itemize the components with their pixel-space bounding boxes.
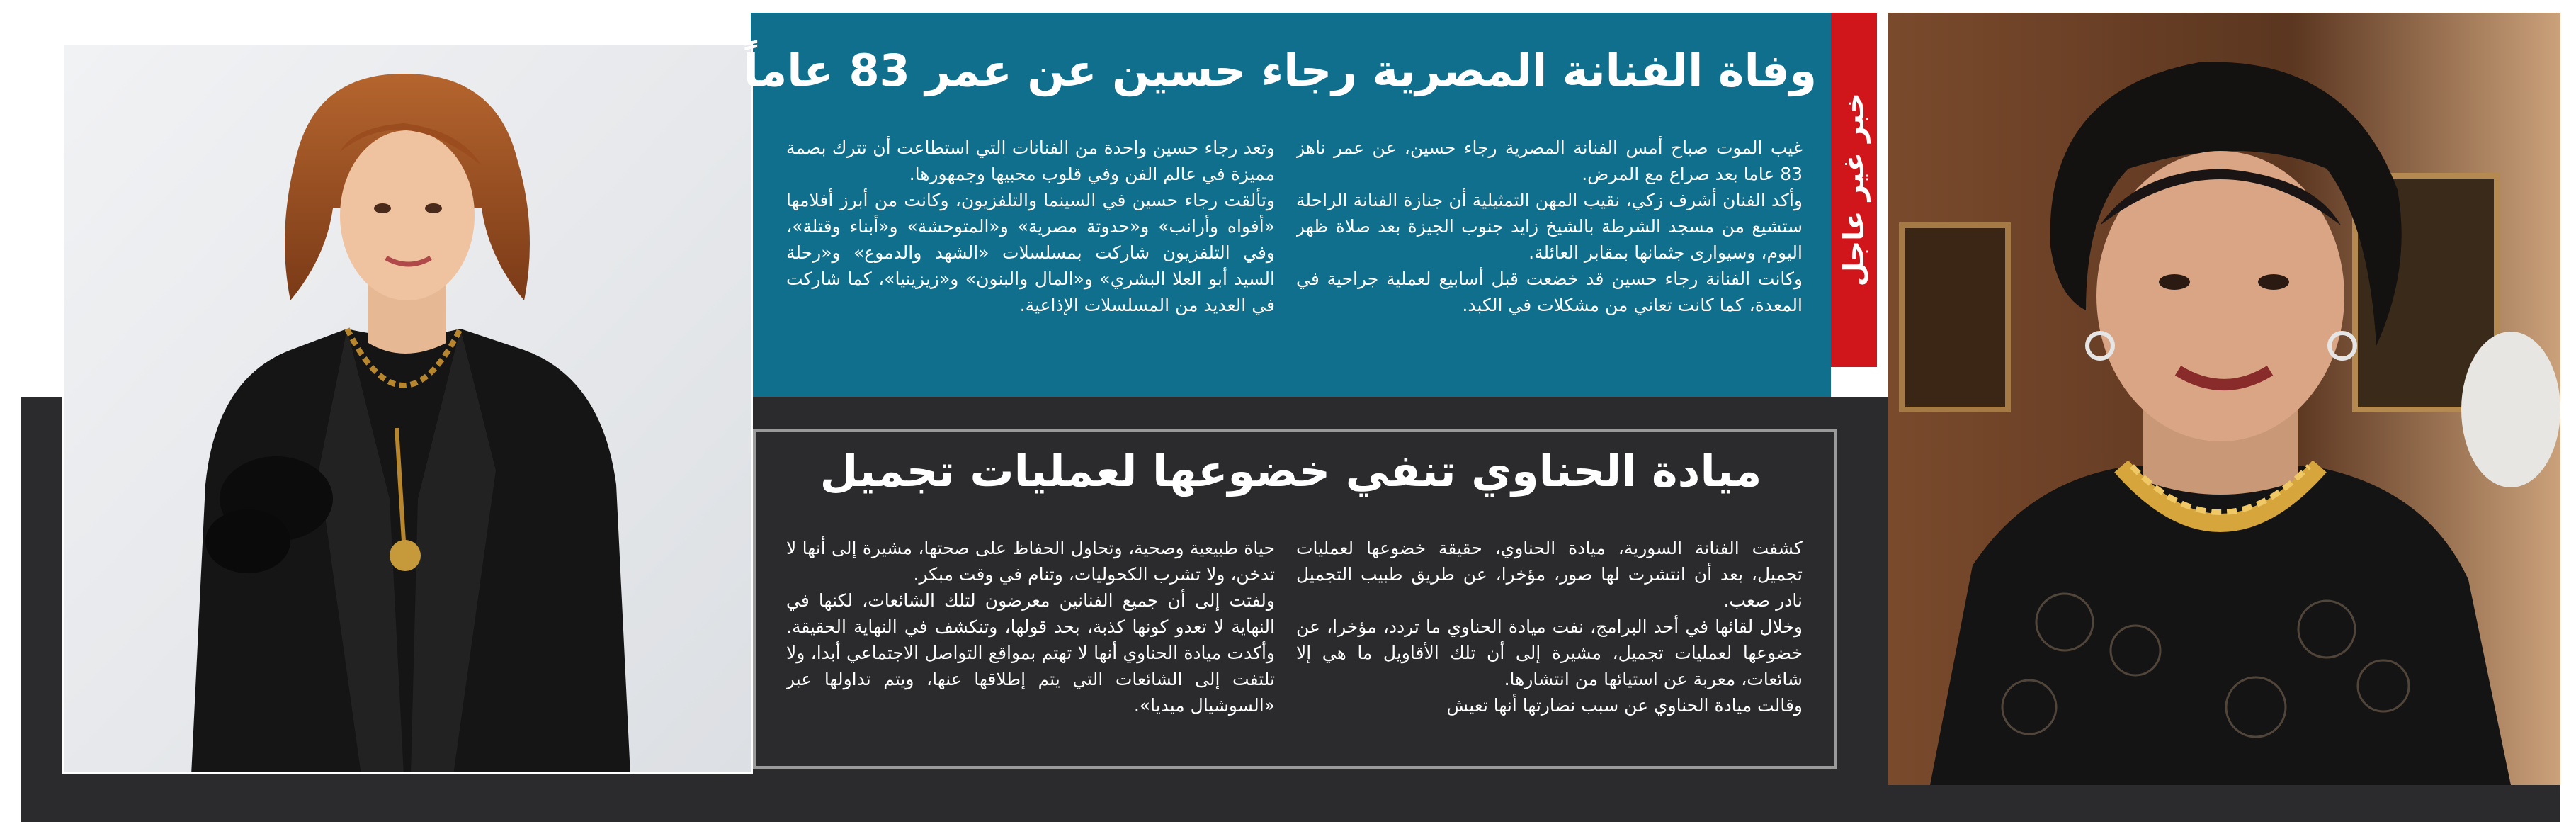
story2-column-right xyxy=(1296,535,1803,769)
bottom-rule xyxy=(21,815,2560,822)
story2-column-left xyxy=(786,535,1275,769)
story2-paragraph: وقالت ميادة الحناوي عن سبب نضارتها أنها تعيش xyxy=(1446,695,1803,716)
story2-paragraph: حياة طبيعية وصحية، وتحاول الحفاظ على صحتها، مشيرة إلى أنها لا تدخن، ولا تشرب الكحوليات، وتنام في وقت مبكر. xyxy=(786,538,1275,585)
story1-column-right xyxy=(1296,135,1803,376)
story2-paragraph: وخلال لقائها في أحد البرامج، نفت ميادة الحناوي ما تردد، مؤخرا، عن خضوعها لعمليات تجميل، مشيرة إلى أن تلك الأقاويل ما هي إلا شائعات، معربة عن استيائها من انتشارها. xyxy=(1296,616,1803,689)
news-tag-label: خبر غير عاجل xyxy=(1837,93,1871,287)
story2-paragraph: ولفتت إلى أن جميع الفنانين معرضون لتلك الشائعات، لكنها في النهاية لا تعدو كونها كذبة، بحد قولها، وتنكشف في النهاية الحقيقة. وأكدت ميادة الحناوي أنها لا تهتم بمواقع التواصل الاجتماعي أبدا، ولا تلتفت إلى الشائعات التي يتم إطلاقها عنها، ويتم تداولها عبر «السوشيال ميديا». xyxy=(786,590,1275,716)
story1-paragraph: وتعد رجاء حسين واحدة من الفنانات التي استطاعت أن تترك بصمة مميزة في عالم الفن وفي قلوب محبيها وجمهورها. xyxy=(786,137,1275,184)
story1-headline: وفاة الفنانة المصرية رجاء حسين عن عمر 83 عاماً xyxy=(743,45,1817,96)
photo-mayada-alhinnawi xyxy=(62,44,753,774)
story2-headline: ميادة الحناوي تنفي خضوعها لعمليات تجميل xyxy=(819,445,1762,497)
photo-ragaa-hussein xyxy=(1888,13,2560,785)
story1-column-left xyxy=(786,135,1275,376)
story1-paragraph: غيب الموت صباح أمس الفنانة المصرية رجاء حسين، عن عمر ناهز 83 عاما بعد صراع مع المرض. xyxy=(1296,137,1803,184)
news-tag xyxy=(1831,13,1877,367)
story2-paragraph: كشفت الفنانة السورية، ميادة الحناوي، حقيقة خضوعها لعمليات تجميل، بعد أن انتشرت لها صور، مؤخرا، عن طريق طبيب التجميل نادر صعب. xyxy=(1296,538,1803,611)
story1-paragraph: وأكد الفنان أشرف زكي، نقيب المهن التمثيلية أن جنازة الفنانة الراحلة ستشيع من مسجد الشرطة بالشيخ زايد جنوب الجيزة بعد صلاة ظهر اليوم، وسيوارى جثمانها بمقابر العائلة. xyxy=(1296,190,1803,263)
story1-paragraph: وتألقت رجاء حسين في السينما والتلفزيون، وكانت من أبرز أفلامها «أفواه وأرانب» و«حدوتة مصرية» و«المتوحشة» و«أبناء وقتلة»، وفي التلفزيون شاركت بمسلسلات «الشهد والدموع» و«رحلة السيد أبو العلا البشري» و«المال والبنون» و«زيزينيا»، كما شاركت في العديد من المسلسلات الإذاعية. xyxy=(786,190,1275,315)
story1-paragraph: وكانت الفنانة رجاء حسين قد خضعت قبل أسابيع لعملية جراحية في المعدة، كما كانت تعاني من مشكلات في الكبد. xyxy=(1296,269,1803,315)
